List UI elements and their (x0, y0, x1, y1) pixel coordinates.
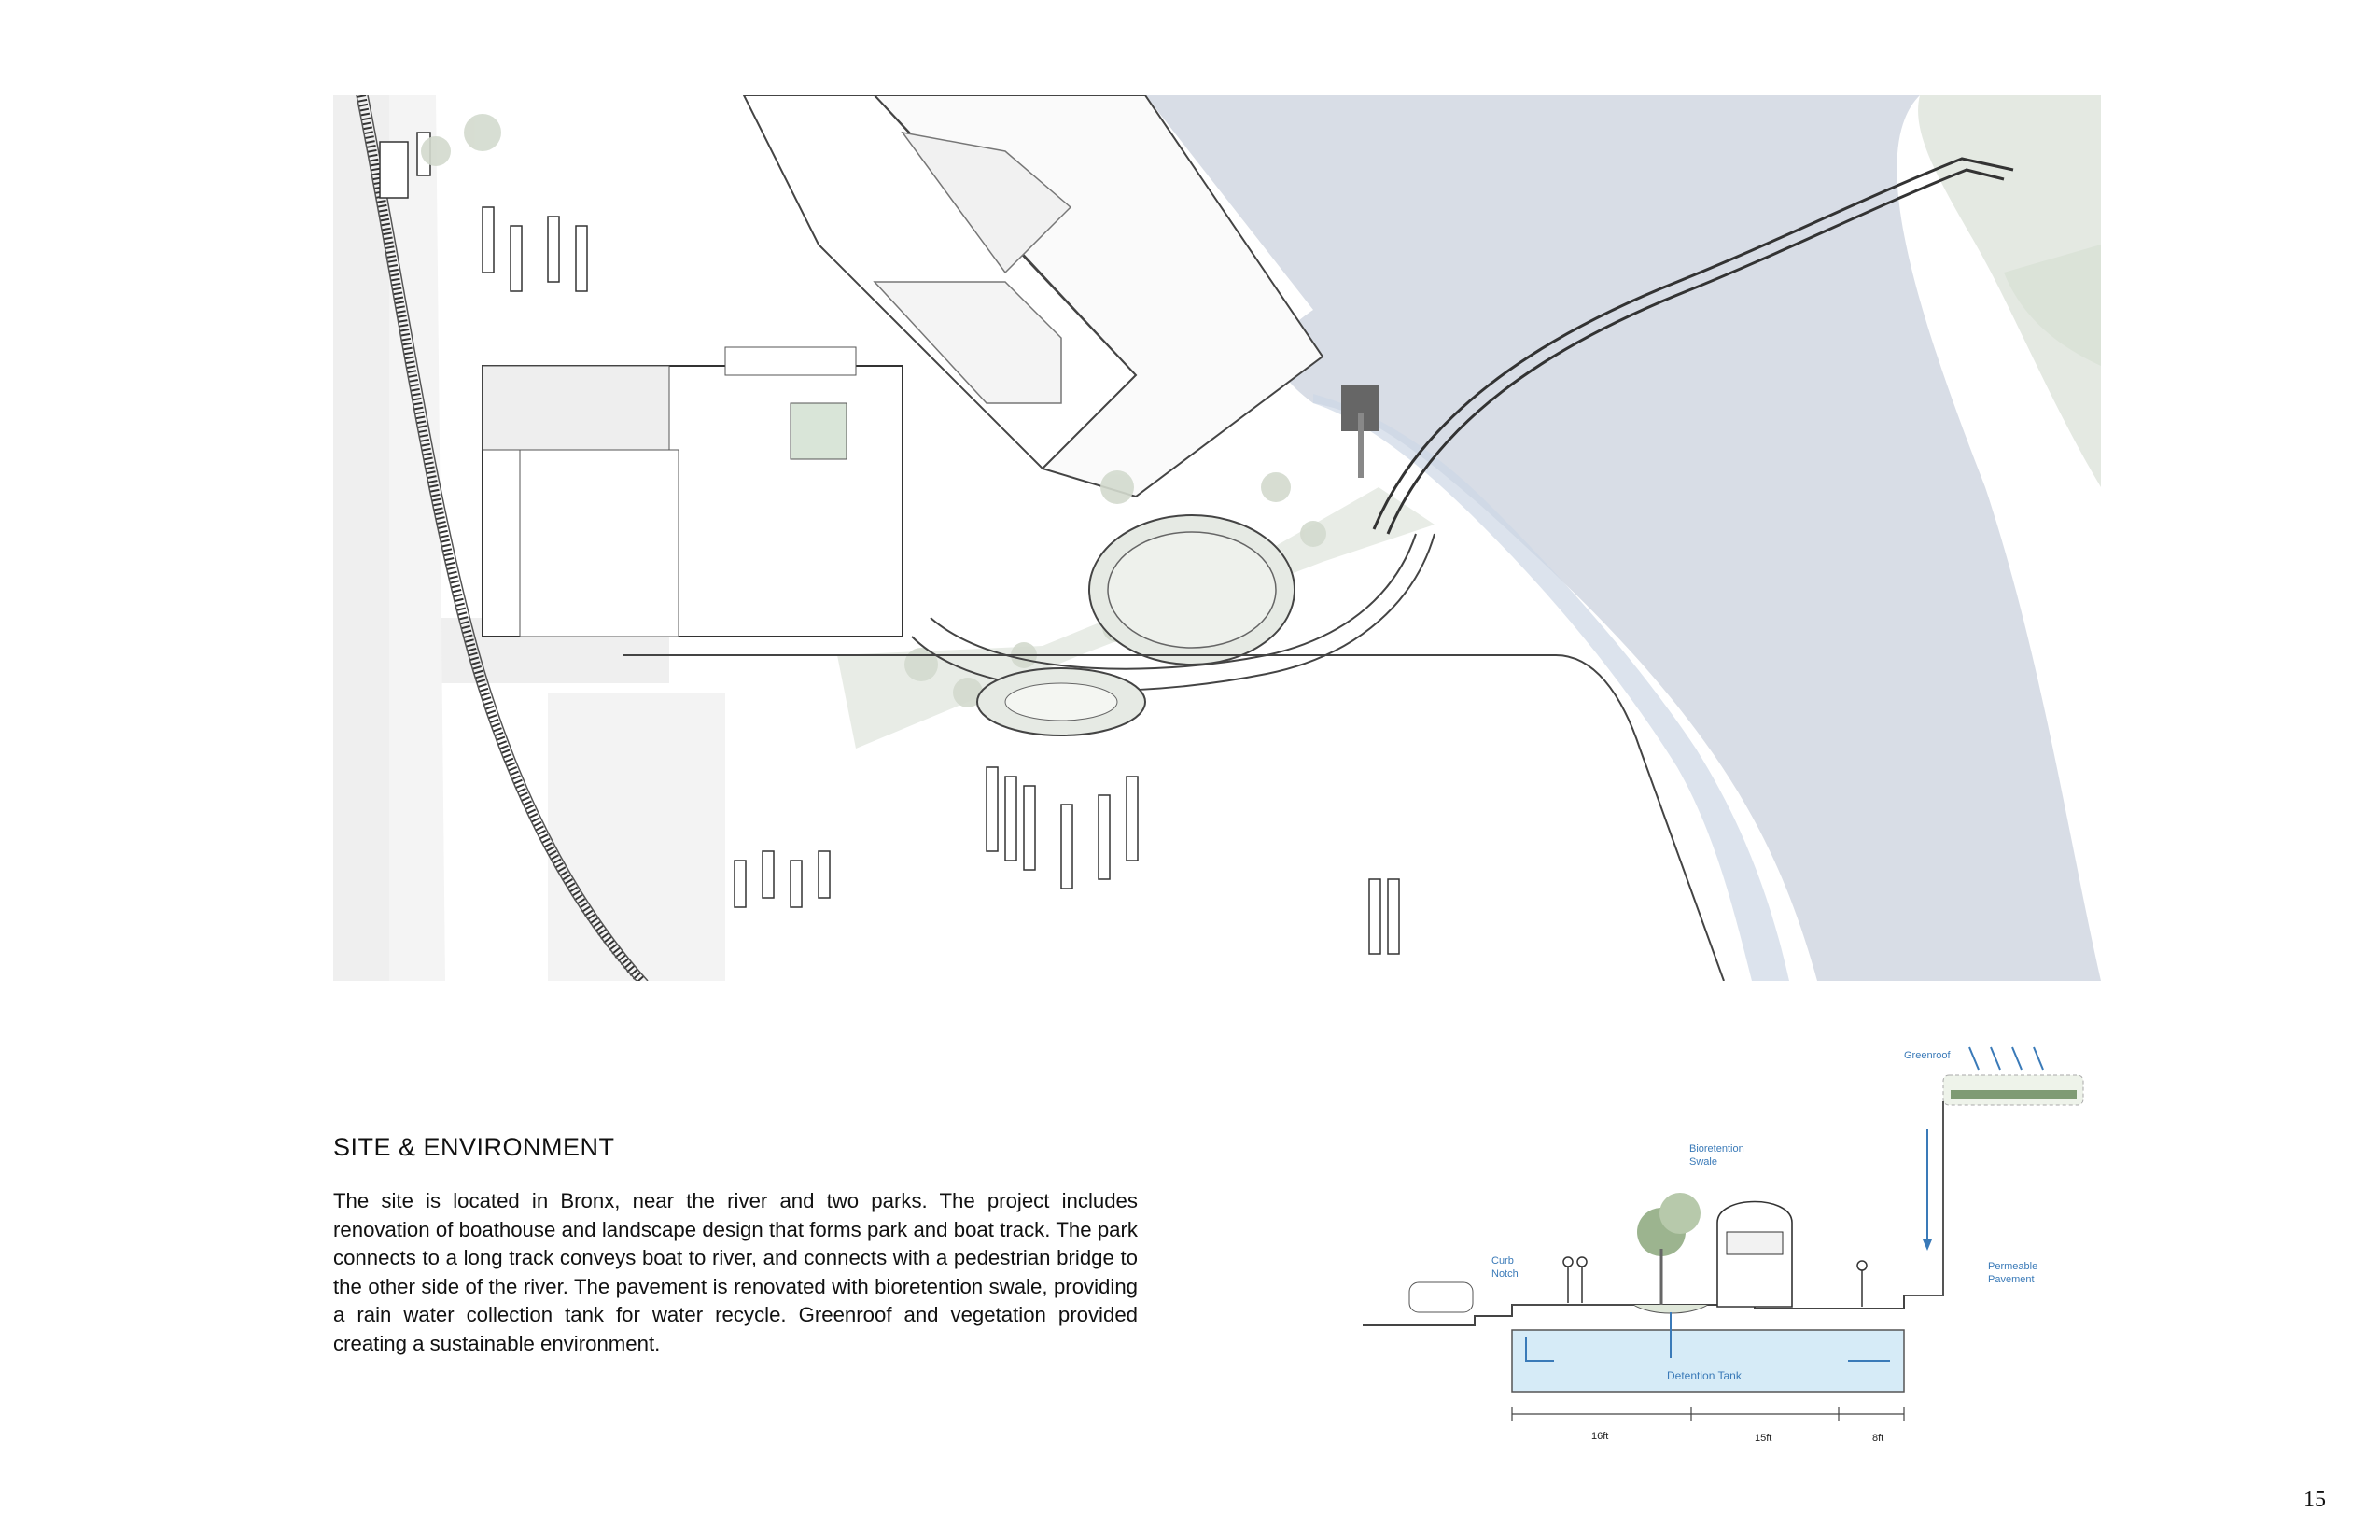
section-heading: SITE & ENVIRONMENT (333, 1133, 615, 1161)
label-detention-tank: Detention Tank (1667, 1369, 1742, 1382)
label-swale: Swale (1689, 1156, 1717, 1168)
page-number: 15 (2303, 1488, 2326, 1512)
section-description: The site is located in Bronx, near the river and two parks. The project includes renovation of boathouse and landscape design that forms park and boat track. The park connects to a long track conveys boat to river, and connects with a pedestrian bridge to the other side of the river. The pavement is renovated with bioretention swale, providing a rain water collection tank for water recycle. Greenroof and vegetation provided creating a sustainable environment. (333, 1189, 1138, 1355)
label-permeable: Permeable (1988, 1261, 2038, 1272)
stormwater-section-diagram (1353, 1036, 2100, 1465)
dimension-16ft: 16ft (1591, 1431, 1609, 1442)
label-pavement: Pavement (1988, 1274, 2035, 1285)
site-plan (333, 95, 2101, 981)
label-greenroof: Greenroof (1904, 1050, 1951, 1061)
dimension-15ft: 15ft (1755, 1433, 1772, 1444)
label-bioretention: Bioretention (1689, 1143, 1744, 1155)
label-curb: Curb (1491, 1255, 1514, 1267)
dimension-8ft: 8ft (1872, 1433, 1884, 1444)
label-notch: Notch (1491, 1268, 1519, 1280)
detention-tank (1512, 1330, 1904, 1392)
